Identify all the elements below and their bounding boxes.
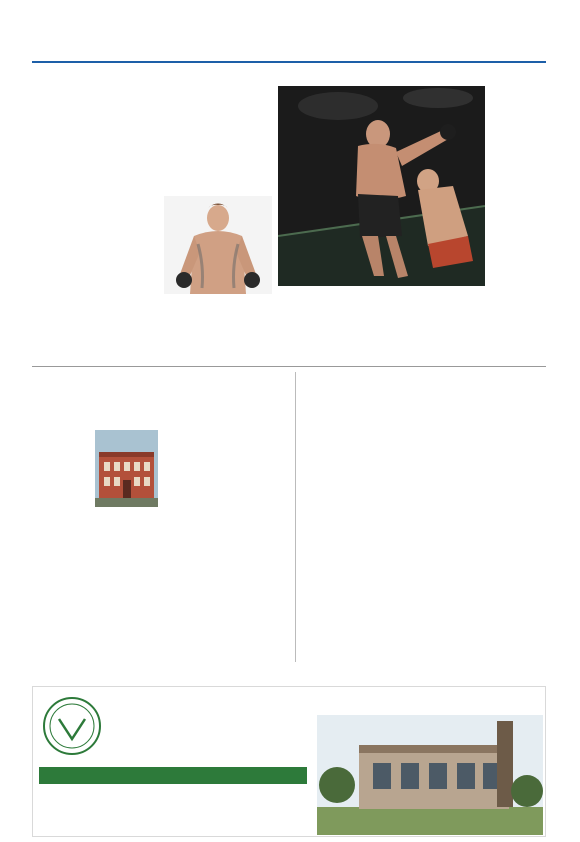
- article1-col5: [348, 298, 412, 354]
- article1-col6: [418, 298, 485, 354]
- article3-col2: [426, 442, 546, 662]
- fight-photo: [278, 86, 485, 286]
- ad-banner: [39, 767, 307, 784]
- ad-building-illustration: [317, 715, 543, 835]
- portrait-illustration: [164, 196, 272, 294]
- article1-col1: [32, 196, 92, 357]
- article1-col3: [208, 298, 272, 354]
- ad-building-photo: [317, 715, 543, 835]
- header-rule: [32, 61, 546, 63]
- article2-col2b: [163, 512, 290, 662]
- funeral-ad: [32, 686, 546, 837]
- ad-logo: [43, 697, 101, 755]
- photo-caption: [490, 228, 546, 292]
- article1-col4: [278, 298, 342, 354]
- fight-scene-illustration: [278, 86, 485, 286]
- section-divider: [32, 366, 546, 367]
- article2-col2b: [95, 512, 157, 662]
- article2-col1: [32, 430, 90, 662]
- town-hall-illustration: [95, 430, 158, 507]
- ad-logo-emblem: [45, 699, 99, 753]
- fighter-portrait: [164, 196, 272, 294]
- column-divider: [295, 372, 296, 662]
- article1-col2: [97, 196, 159, 357]
- article3-col1: [300, 442, 421, 662]
- town-hall-photo: [95, 430, 158, 507]
- article2-col2a: [163, 430, 290, 507]
